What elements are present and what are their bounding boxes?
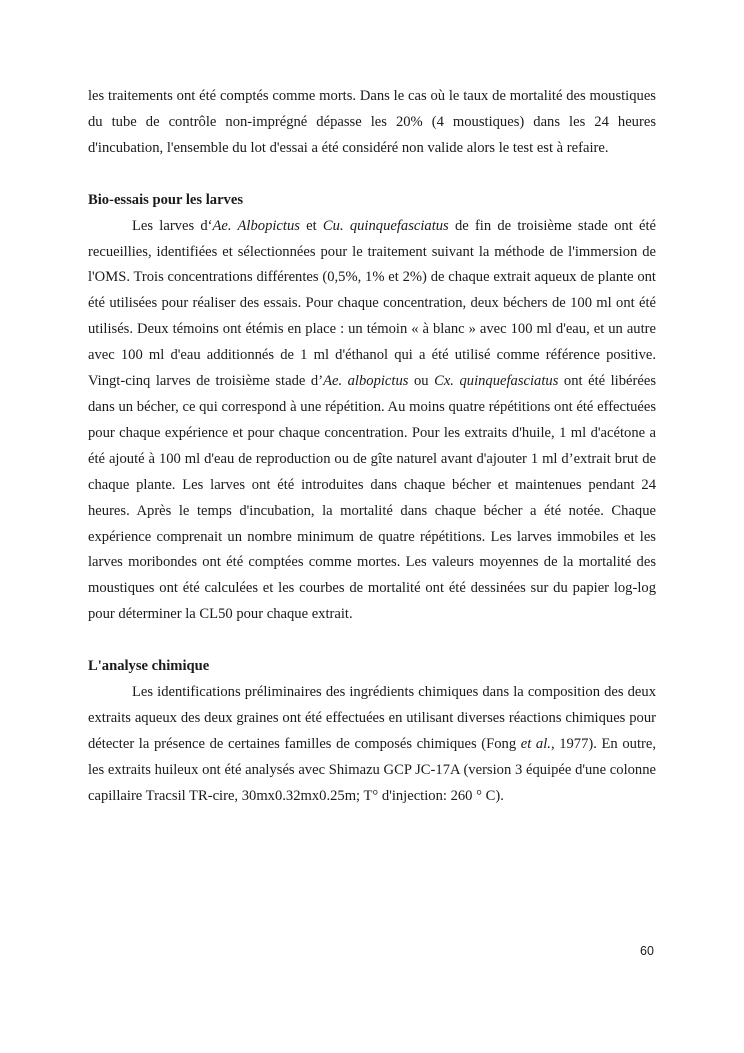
species-name: Ae. albopictus xyxy=(323,373,409,390)
paragraph-gap xyxy=(88,628,656,654)
text-segment: ont été libérées dans un bécher, ce qui correspond à une répétition. Au moins quatre répétitions ont été effectuées pour chaque expérience et pour chaque concentration. Pour les extraits d'huile, 1 ml d'acétone a été ajouté à 100 ml d'eau de reproduction ou de gîte naturel avant d'ajouter 1 ml d’extrait brut de chaque plante. Les larves ont été introduites dans chaque bécher et maintenues pendant 24 heures. Après le temps d'incubation, la mortalité dans chaque bécher a été notée. Chaque expérience comprenait un nombre minimum de quatre répétitions. Les larves immobiles et les larves moribondes ont été comptées comme mortes. Les valeurs moyennes de la mortalité des moustiques ont été calculées et les courbes de mortalité ont été dessinées sur du papier log-log pour déterminer la CL50 pour chaque extrait. xyxy=(88,373,657,623)
text-segment: , 1977). En outre, les extraits huileux ont été analysés avec Shimazu GCP JC-17A (version 3 équipée d'une colonne capillaire Tracsil TR-cire, 30mx0.32mx0.25m; T° d'injection: 260 ° C). xyxy=(88,735,656,804)
paragraph-chemical-analysis xyxy=(88,680,656,810)
species-name: Ae. Albopictus xyxy=(212,217,300,234)
text-segment: Les identifications préliminaires des ingrédients chimiques dans la composition des deux extraits aqueux des deux graines ont été effectuées en utilisant diverses réactions chimiques pour détecter la présence de certaines familles de composés chimiques (Fong xyxy=(88,684,656,752)
text-segment: de fin de troisième stade ont été recueillies, identifiées et sélectionnées pour le traitement suivant la méthode de l'immersion de l'OMS. Trois concentrations différentes (0,5%, 1% et 2%) de chaque extrait aqueux de plante ont été utilisées pour réaliser des essais. Pour chaque concentration, deux béchers de 100 ml ont été utilisés. Deux témoins ont étémis en place : un témoin « à blanc » avec 100 ml d'eau, et un autre avec 100 ml d'eau additionnés de 1 ml d'éthanol qui a été utilisé comme référence positive. Vingt-cinq larves de troisième stade d’ xyxy=(88,217,656,390)
paragraph-gap xyxy=(88,162,656,188)
page-number: 60 xyxy=(640,944,654,958)
paragraph-mortality-control: les traitements ont été comptés comme morts. Dans le cas où le taux de mortalité des moustiques du tube de contrôle non-imprégné dépasse les 20% (4 moustiques) dans les 24 heures d'incubation, l'ensemble du lot d'essai a été considéré non valide alors le test est à refaire. xyxy=(88,88,656,156)
text-segment: Les larves d‘ xyxy=(132,217,213,234)
page-body xyxy=(88,84,656,810)
species-name: Cx. quinquefasciatus xyxy=(434,373,559,390)
heading-chemical-analysis: L'analyse chimique xyxy=(88,658,210,675)
species-name: Cu. quinquefasciatus xyxy=(322,217,449,234)
text-segment: et xyxy=(299,217,323,234)
paragraph-larvae-bioassay xyxy=(88,214,656,629)
citation-et-al: et al. xyxy=(520,735,551,752)
heading-larvae-bioassay: Bio-essais pour les larves xyxy=(88,191,243,208)
text-segment: ou xyxy=(408,373,435,390)
